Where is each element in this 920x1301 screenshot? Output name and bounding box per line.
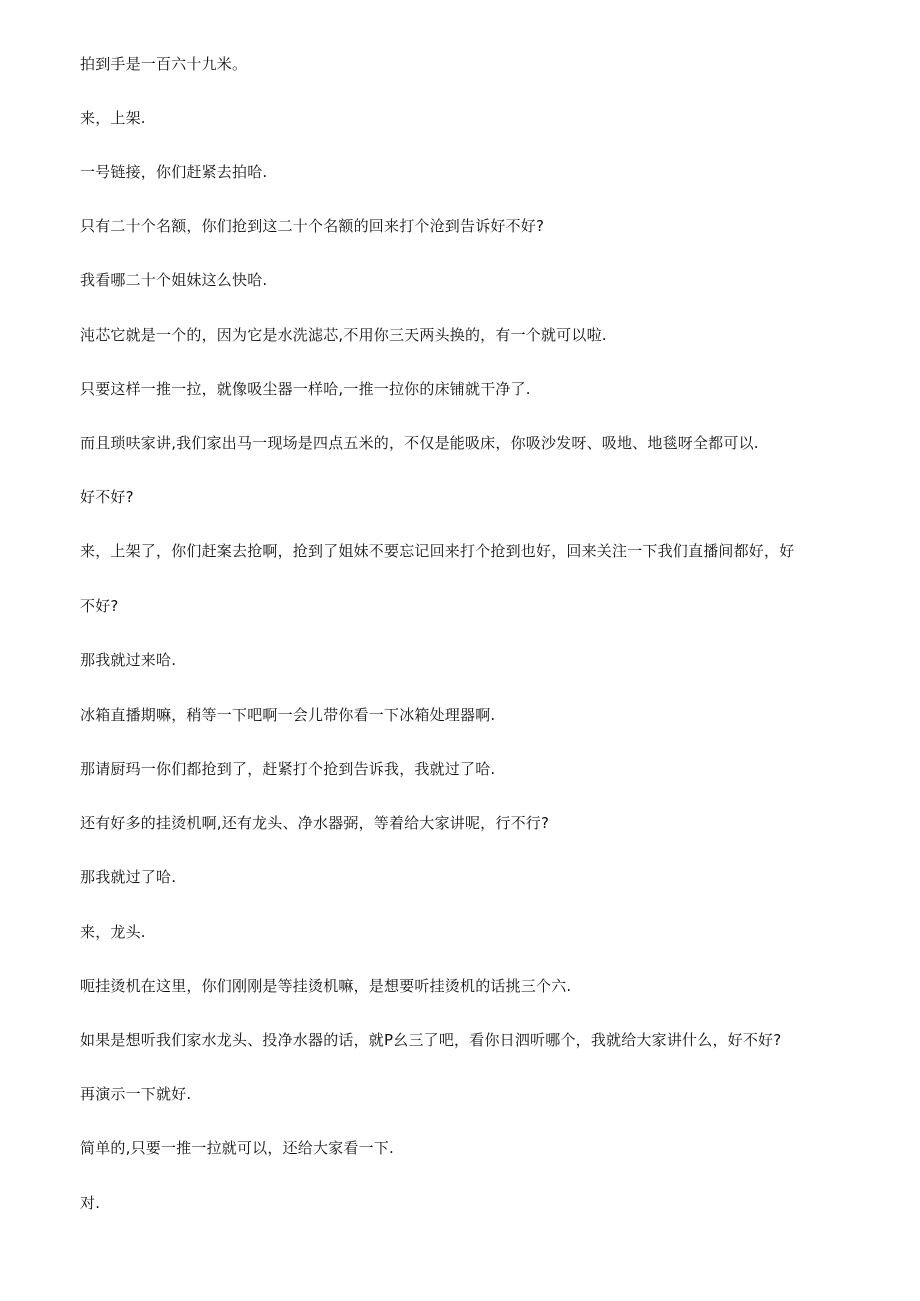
text-line: 冰箱直播期嘛，稍等一下吧啊一会儿带你看一下冰箱处理器啊. bbox=[80, 706, 496, 724]
text-line: 好不好? bbox=[80, 488, 134, 506]
text-line: 来，龙头. bbox=[80, 923, 146, 941]
text-line: 而且琐呋家讲,我们家出马一现场是四点五米的，不仅是能吸床，你吸沙发呀、吸地、地毯呀全都可以. bbox=[80, 434, 759, 452]
text-line: 还有好多的挂烫机啊,还有龙头、净水器弼，等着给大家讲呢，行不行? bbox=[80, 814, 550, 832]
text-line: 来，上架了，你们赶案去抢啊，抢到了姐妹不要忘记回来打个抢到也好，回来关注一下我们直播间都好，好 bbox=[80, 542, 795, 560]
text-line: 对. bbox=[80, 1194, 101, 1212]
text-line: 一号链接，你们赶紧去拍哈. bbox=[80, 163, 268, 181]
text-line: 沌芯它就是一个的，因为它是水洗滤芯,不用你三天两头换的，有一个就可以啦. bbox=[80, 326, 607, 344]
text-line: 我看哪二十个姐妹这么快哈. bbox=[80, 271, 268, 289]
text-line: 简单的,只要一推一拉就可以，还给大家看一下. bbox=[80, 1139, 394, 1157]
text-line: 那我就过了哈. bbox=[80, 868, 177, 886]
text-line: 拍到手是一百六十九米。 bbox=[80, 55, 248, 73]
text-line: 如果是想听我们家水龙头、投净水器的话，就P幺三了吧，看你日泗听哪个，我就给大家讲什么，好不好? bbox=[80, 1031, 782, 1049]
text-line: 再演示一下就好. bbox=[80, 1085, 192, 1103]
text-line: 只要这样一推一拉，就像吸尘器一样哈,一推一拉你的床铺就干净了. bbox=[80, 380, 531, 398]
text-line: 不好? bbox=[80, 597, 119, 615]
text-line: 呃挂烫机在这里，你们刚刚是等挂烫机嘛，是想要听挂烫机的话挑三个六. bbox=[80, 977, 572, 995]
text-line: 只有二十个名额，你们抢到这二十个名额的回来打个沧到告诉好不好? bbox=[80, 217, 545, 235]
text-line: 来，上架. bbox=[80, 109, 146, 127]
text-line: 那我就过来哈. bbox=[80, 651, 177, 669]
text-line: 那请厨玛一你们都抢到了，赶紧打个抢到告诉我，我就过了哈. bbox=[80, 760, 496, 778]
